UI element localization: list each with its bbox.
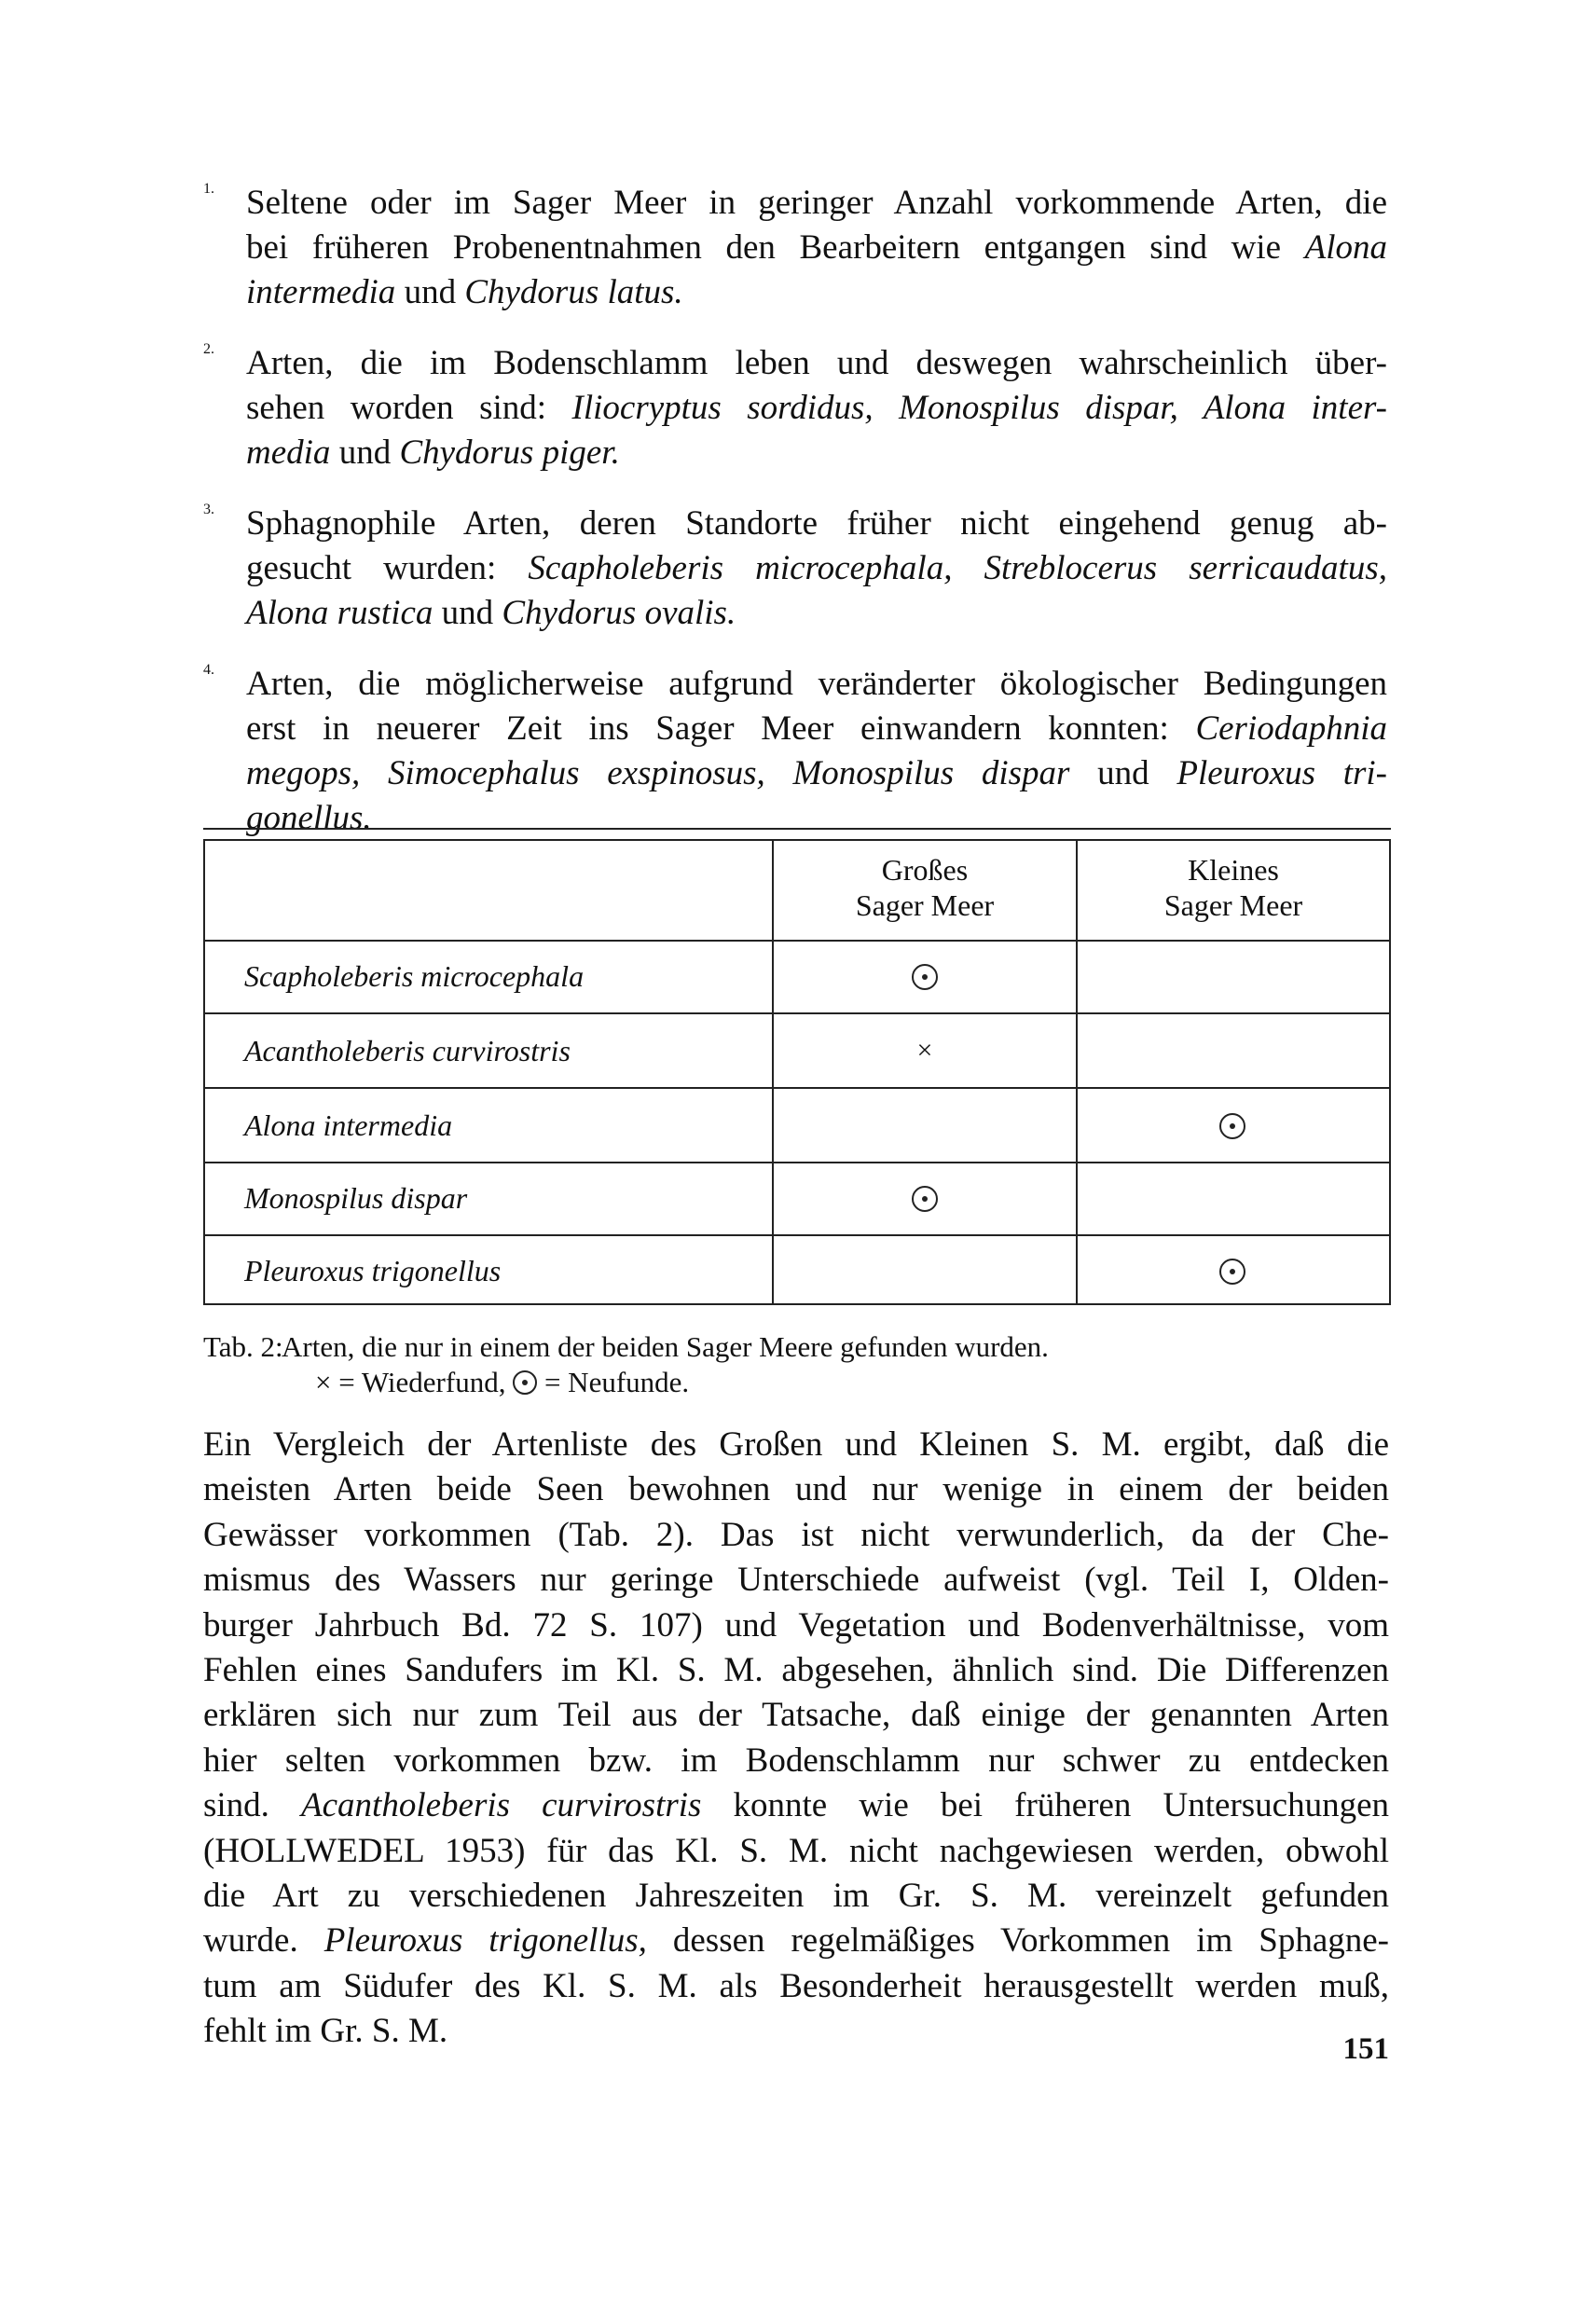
table-rule [1389,839,1391,1303]
list-item: 3. Sphagnophile Arten, deren Standorte früher nicht eingehend genug ab- gesucht wurden: Scapholeberis microcephala, Streblocerus serricaudatus, Alona rustica und Chydorus ovalis. [203,502,1387,632]
table-rule [203,839,205,1303]
list-item-number: 3. [203,502,214,517]
table-rule [203,828,1391,830]
list-item: 4. Arten, die möglicherweise aufgrund veränderter ökologischer Bedingungen erst in neuerer Zeit ins Sager Meer einwandern konnten: Ceriodaphnia megops, Simocephalus exspinosus, Monospilus dispar und Pleuroxus tri- gonellus. [203,662,1387,837]
page-number: 151 [1342,2032,1389,2066]
table-row-species: Acantholeberis curvirostris [244,1034,571,1067]
neufund-marker [1219,1113,1245,1139]
table-rule [203,1087,1391,1089]
species-table [203,828,1391,1305]
table-rule [203,940,1391,942]
column-header-klein: Kleines Sager Meer [1163,853,1303,922]
neufund-legend-icon [513,1370,537,1395]
table-rule [203,1162,1391,1163]
caption-label: Tab. 2: [203,1330,283,1363]
table-rule [203,1012,1391,1014]
list-item-number: 1. [203,181,214,197]
species-category-list [203,181,1387,867]
table-row-species: Alona intermedia [244,1108,453,1142]
neufund-marker [912,1186,938,1212]
table-row-species: Scapholeberis microcephala [244,959,585,993]
neufund-marker [1219,1259,1245,1285]
table-rule [203,1303,1391,1305]
list-item-number: 2. [203,341,214,357]
wiederfund-marker: × [916,1035,933,1066]
table-rule [203,1234,1391,1236]
caption-legend: × = Wiederfund, = Neufunde. [315,1366,690,1398]
table-rule [203,839,1391,841]
list-item-number: 4. [203,662,214,678]
list-item: 2. Arten, die im Bodenschlamm leben und deswegen wahrscheinlich über- sehen worden sind: Iliocryptus sordidus, Monospilus dispar, Alona inter- media und Chydorus piger. [203,341,1387,472]
neufund-marker [912,964,938,990]
table-caption: Tab. 2: Arten, die nur in einem der beiden Sager Meere gefunden wurden. × = Wiederfund, = Neufunde. [203,1330,1049,1398]
body-paragraph: Ein Vergleich der Artenliste des Großen und Kleinen S. M. ergibt, daß die meisten Arten beide Seen bewohnen und nur wenige in einem der beiden Gewässer vorkommen (Tab. 2). Das ist nicht verwunderlich, da der Che- mismus des Wassers nur geringe Unterschiede aufweist (vgl. Teil I, Olden- burger Jahrbuch Bd. 72 S. 107) und Vegetation und Bodenverhältnisse, vom Fehlen eines Sandufers im Kl. S. M. abgesehen, ähnlich sind. Die Differenzen erklären sich nur zum Teil aus der Tatsache, daß einige der genannten Arten hier selten vorkommen bzw. im Bodenschlamm nur schwer zu entdecken sind. Acantholeberis curvirostris konnte wie bei früheren Untersuchungen (HOLLWEDEL 1953) für das Kl. S. M. nicht nachgewiesen werden, obwohl die Art zu verschiedenen Jahreszeiten im Gr. S. M. vereinzelt gefunden wurde. Pleuroxus trigonellus, dessen regelmäßiges Vorkommen im Sphagne- tum am Südufer des Kl. S. M. als Besonderheit herausgestellt werden muß, fehlt im Gr. S. M. [203,1425,1390,2051]
table-row-species: Monospilus dispar [244,1181,468,1215]
column-header-gross: Großes Sager Meer [855,853,995,922]
table-row-species: Pleuroxus trigonellus [244,1254,502,1287]
list-item: 1. Seltene oder im Sager Meer in geringer Anzahl vorkommende Arten, die bei früheren Probenentnahmen den Bearbeitern entgangen sind wie Alona intermedia und Chydorus latus. [203,181,1387,311]
